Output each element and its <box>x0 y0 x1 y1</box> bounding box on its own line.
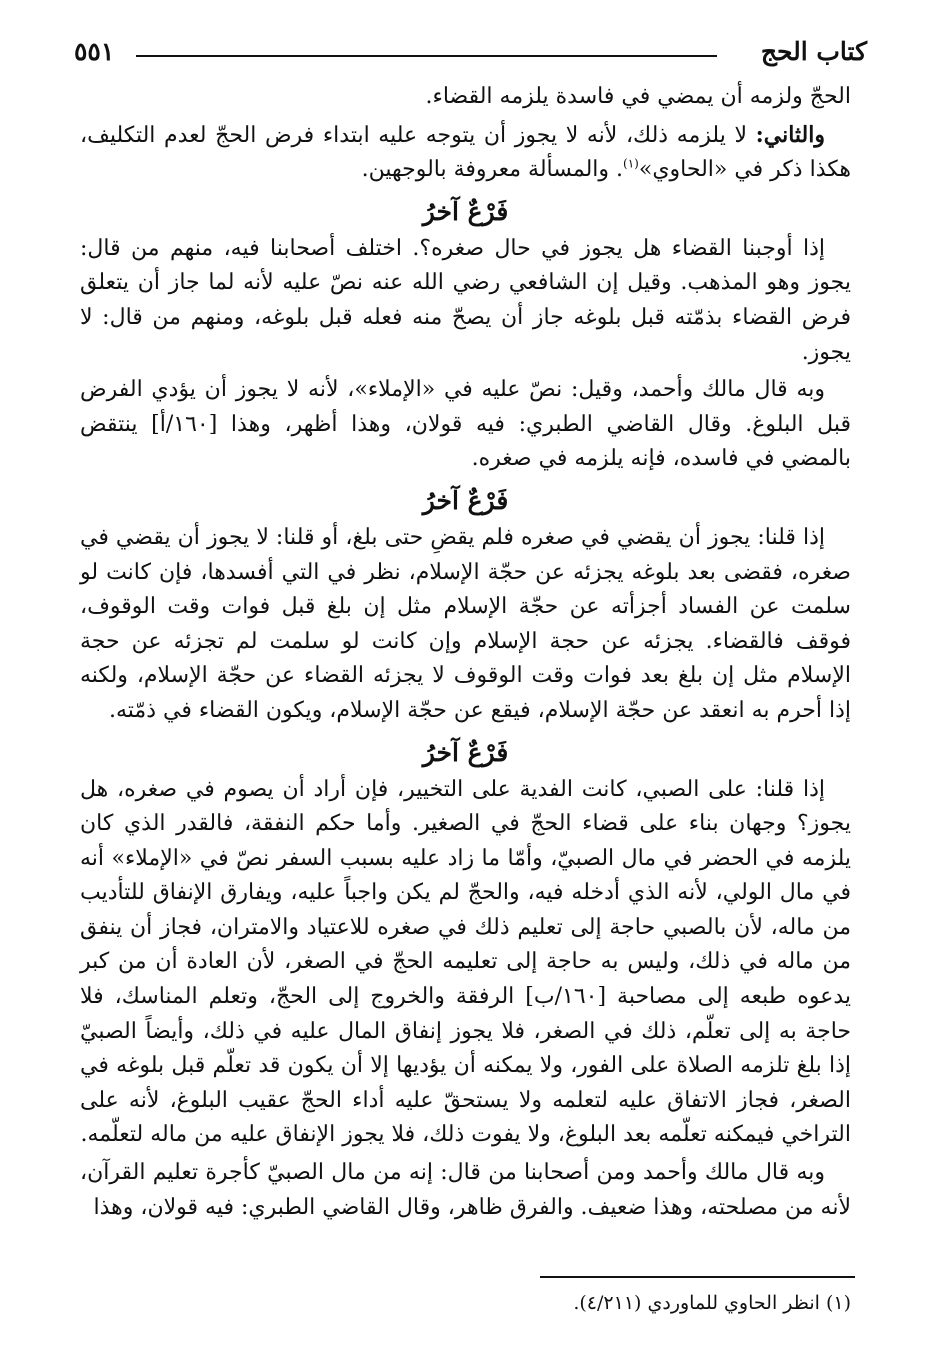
paragraph <box>80 373 851 477</box>
paragraph-text: إذا قلنا: يجوز أن يقضي في صغره فلم يقضِ حتى بلغ، أو قلنا: لا يجوز أن يقضي في صغره، فقضى بعد بلوغه يجزئه عن حجّة الإسلام، نظر في التي أفسدها، فإن كانت لو سلمت عن الفساد أجزأته عن حجّة الإسلام مثل إن بلغ قبل فوات وقت الوقوف، فوقف فالقضاء. يجزئه عن حجة الإسلام وإن كانت لو سلمت لم تجزئه عن حجة الإسلام مثل إن بلغ بعد فوات وقت الوقوف لا يجزئه القضاء عن حجّة الإسلام، ولكنه إذا أحرم به انعقد عن حجّة الإسلام، فيقع عن حجّة الإسلام، ويكون القضاء في ذمّته. <box>80 524 851 723</box>
paragraph-text: لا يلزمه ذلك، لأنه لا يجوز أن يتوجه عليه ابتداء فرض الحجّ لعدم التكليف، هكذا ذكر في «الحاوي» <box>80 122 851 183</box>
paragraph <box>80 773 851 1154</box>
paragraph <box>80 232 851 370</box>
paragraph-text: إذا قلنا: على الصبي، كانت الفدية على التخيير، فإن أراد أن يصوم في صغره، هل يجوز؟ وجهان بناء على قضاء الحجّ في الصغير. وأما حكم النفقة، فالقدر الذي كان يلزمه في الحضر في مال الصبيّ، وأمّا ما زاد عليه بسبب السفر نصّ في «الإملاء» أنه في مال الولي، لأنه الذي أدخله فيه، والحجّ لم يكن واجباً عليه، ويفارق الإنفاق للتأديب من ماله، لأن بالصبي حاجة إلى تعليم ذلك في صغره للاعتياد والامتران، فجاز أن ينفق من ماله في ذلك، وليس به حاجة إلى تعليمه الحجّ في الصغر، لأن العادة أن من كبر يدعوه طبعه إلى مصاحبة [١٦٠/ب] الرفقة والخروج إلى الحجّ، وتعلم المناسك، فلا حاجة به إلى تعلّم، ذلك في الصغر، فلا يجوز إنفاق المال عليه في ذلك، وأيضاً الصبيّ إذا بلغ تلزمه الصلاة على الفور، ولا يمكنه أن يؤديها إلا أن يكون قد تعلّم قبل بلوغه في الصغر، فجاز الاتفاق عليه لتعلمه ولا يستحقّ عليه أداء الحجّ عقيب البلوغ، لأنه على التراخي فيمكنه تعلّمه بعد البلوغ، ولا يفوت ذلك، فلا يجوز الإنفاق عليه من ماله لتعلّمه. <box>80 776 852 1148</box>
page-body <box>80 80 851 1228</box>
footnote-marker[interactable]: (١) <box>623 156 639 171</box>
paragraph-text: الحجّ ولزمه أن يمضي في فاسدة يلزمه القضاء. <box>425 84 851 109</box>
paragraph-text: وبه قال مالك وأحمد ومن أصحابنا من قال: إنه من مال الصبيّ كأجرة تعليم القرآن، لأنه من مصلحته، وهذا ضعيف. والفرق ظاهر، وقال القاضي الطبري: فيه قولان، وهذا <box>80 1160 851 1220</box>
book-title: كتاب الحج <box>760 37 867 66</box>
paragraph-text: إذا أوجبنا القضاء هل يجوز في حال صغره؟. اختلف أصحابنا فيه، منهم من قال: يجوز وهو المذهب. وقيل إن الشافعي رضي الله عنه نصّ عليه لأنه لما جاز أن يتعلق فرض القضاء بذمّته قبل بلوغه جاز أن يصحّ منه فعله قبل بلوغه، ومنهم من قال: لا يجوز. <box>80 235 851 365</box>
paragraph-text-tail: . والمسألة معروفة بالوجهين. <box>361 157 624 183</box>
section-heading: فَرْعٌ آخرُ <box>422 737 509 767</box>
paragraph <box>80 80 851 115</box>
paragraph <box>80 521 851 729</box>
section-heading: فَرْعٌ آخرُ <box>422 196 509 226</box>
footnote: (١) انظر الحاوي للماوردي (٤/٢١١). <box>573 1292 851 1314</box>
header-rule <box>136 55 717 57</box>
paragraph-text: وبه قال مالك وأحمد، وقيل: نصّ عليه في «الإملاء»، لأنه لا يجوز أن يؤدي الفرض قبل البلوغ. وقال القاضي الطبري: فيه قولان، وهذا أظهر، وهذا [١٦٠/أ] ينتقض بالمضي في فاسده، فإنه يلزمه في صغره. <box>80 377 851 472</box>
paragraph <box>80 118 851 188</box>
footnote-rule <box>540 1276 855 1278</box>
paragraph <box>80 1156 851 1225</box>
page-header <box>74 34 867 74</box>
page-number: ٥٥١ <box>74 37 115 66</box>
lead-term: والثاني: <box>755 121 825 148</box>
section-heading: فَرْعٌ آخرُ <box>422 485 509 515</box>
